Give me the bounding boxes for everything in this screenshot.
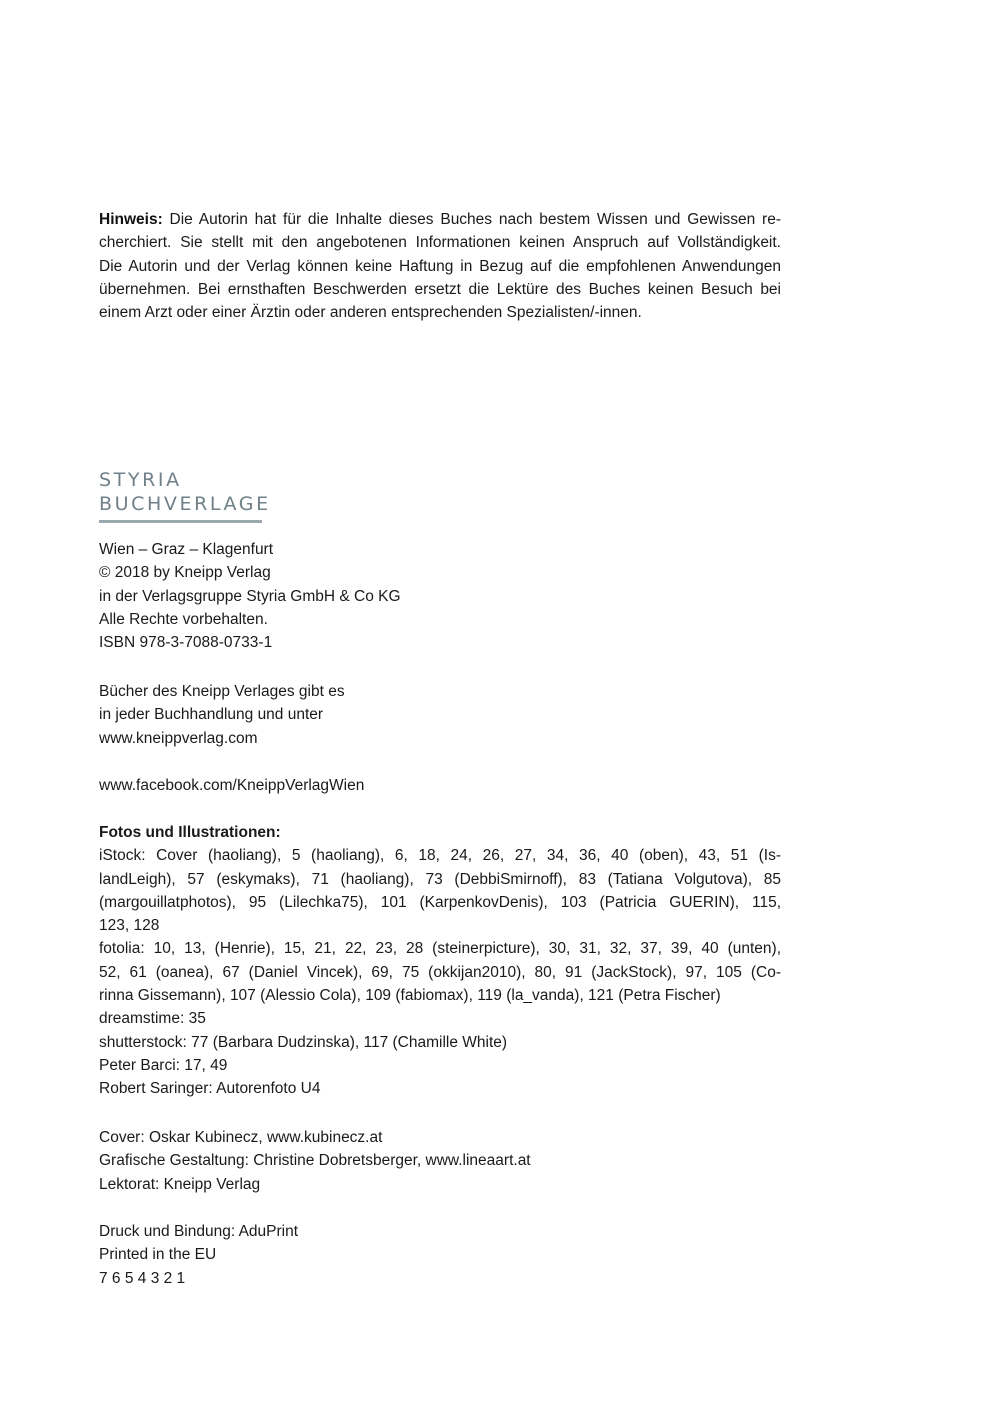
availability-line: Bücher des Kneipp Verlages gibt es [99,683,345,700]
notice-line [99,208,781,231]
credits-line: Robert Saringer: Autorenfoto U4 [99,1080,321,1098]
credits-line: Peter Barci: 17, 49 [99,1056,228,1074]
logo-line-2: BUCHVERLAGE [99,493,271,515]
credits-line: rinna Gissemann), 107 (Alessio Cola), 109 (fabiomax), 119 (la_vanda), 121 (Petra Fischer) [99,987,721,1005]
notice-label: Hinweis: [99,211,163,228]
imprint-isbn: ISBN 978-3-7088-0733-1 [99,634,273,652]
notice-line: übernehmen. Bei ernsthaften Beschwerden ersetzt die Lektüre des Buches keinen Besuch bei [99,280,781,298]
print-origin: Printed in the EU [99,1246,217,1264]
credits-line: 123, 128 [99,917,160,935]
credits-line: (margouillatphotos), 95 (Lilechka75), 101 (KarpenkovDenis), 103 (Patricia GUERIN), 115, [99,893,781,911]
notice-line: einem Arzt oder einer Ärztin oder anderen entsprechenden Spezialisten/-innen. [99,304,642,322]
photo-credits [99,821,781,1101]
credits-line: 52, 61 (oanea), 67 (Daniel Vincek), 69, 75 (okkijan2010), 80, 91 (JackStock), 97, 105 (Co- [99,963,781,981]
print-binding: Druck und Bindung: AduPrint [99,1223,299,1240]
imprint-block [99,538,401,654]
design-credits [99,1126,531,1196]
credits-heading: Fotos und Illustrationen: [99,824,281,841]
imprint-cities: Wien – Graz – Klagenfurt [99,541,274,558]
editing-credit: Lektorat: Kneipp Verlag [99,1175,261,1193]
credits-line: fotolia: 10, 13, (Henrie), 15, 21, 22, 23, 28 (steinerpicture), 30, 31, 32, 37, 39, 40 (unten), [99,940,781,958]
credits-line: shutterstock: 77 (Barbara Dudzinska), 117 (Chamille White) [99,1033,508,1051]
social-block [99,774,364,797]
availability-block [99,680,345,750]
credits-line: dreamstime: 35 [99,1010,206,1028]
credits-line: landLeigh), 57 (eskymaks), 71 (haoliang), 73 (DebbiSmirnoff), 83 (Tatiana Volgutova), 85 [99,870,781,888]
logo-line-1: STYRIA [99,469,182,491]
layout-credit: Grafische Gestaltung: Christine Dobretsberger, www.lineaart.at [99,1152,531,1170]
facebook-link: www.facebook.com/KneippVerlagWien [99,777,365,794]
availability-line: in jeder Buchhandlung und unter [99,706,324,724]
cover-credit: Cover: Oskar Kubinecz, www.kubinecz.at [99,1129,383,1146]
publisher-logo [99,468,271,523]
notice-text: Die Autorin hat für die Inhalte dieses Buches nach bestem Wissen und Gewissen re- [162,211,781,228]
print-info [99,1220,298,1290]
print-line: 7 6 5 4 3 2 1 [99,1269,186,1287]
notice-line: Die Autorin und der Verlag können keine Haftung in Bezug auf die empfohlenen Anwendungen [99,257,781,275]
website-link: www.kneippverlag.com [99,729,258,747]
disclaimer-notice [99,208,781,324]
notice-line: cherchiert. Sie stellt mit den angebotenen Informationen keinen Anspruch auf Vollständigkeit. [99,234,781,252]
credits-line: iStock: Cover (haoliang), 5 (haoliang), 6, 18, 24, 26, 27, 34, 36, 40 (oben), 43, 51 (Is- [99,847,781,865]
logo-underline [99,520,262,523]
imprint-copyright: © 2018 by Kneipp Verlag [99,564,271,582]
imprint-group: in der Verlagsgruppe Styria GmbH & Co KG [99,587,401,605]
imprint-rights: Alle Rechte vorbehalten. [99,610,268,628]
